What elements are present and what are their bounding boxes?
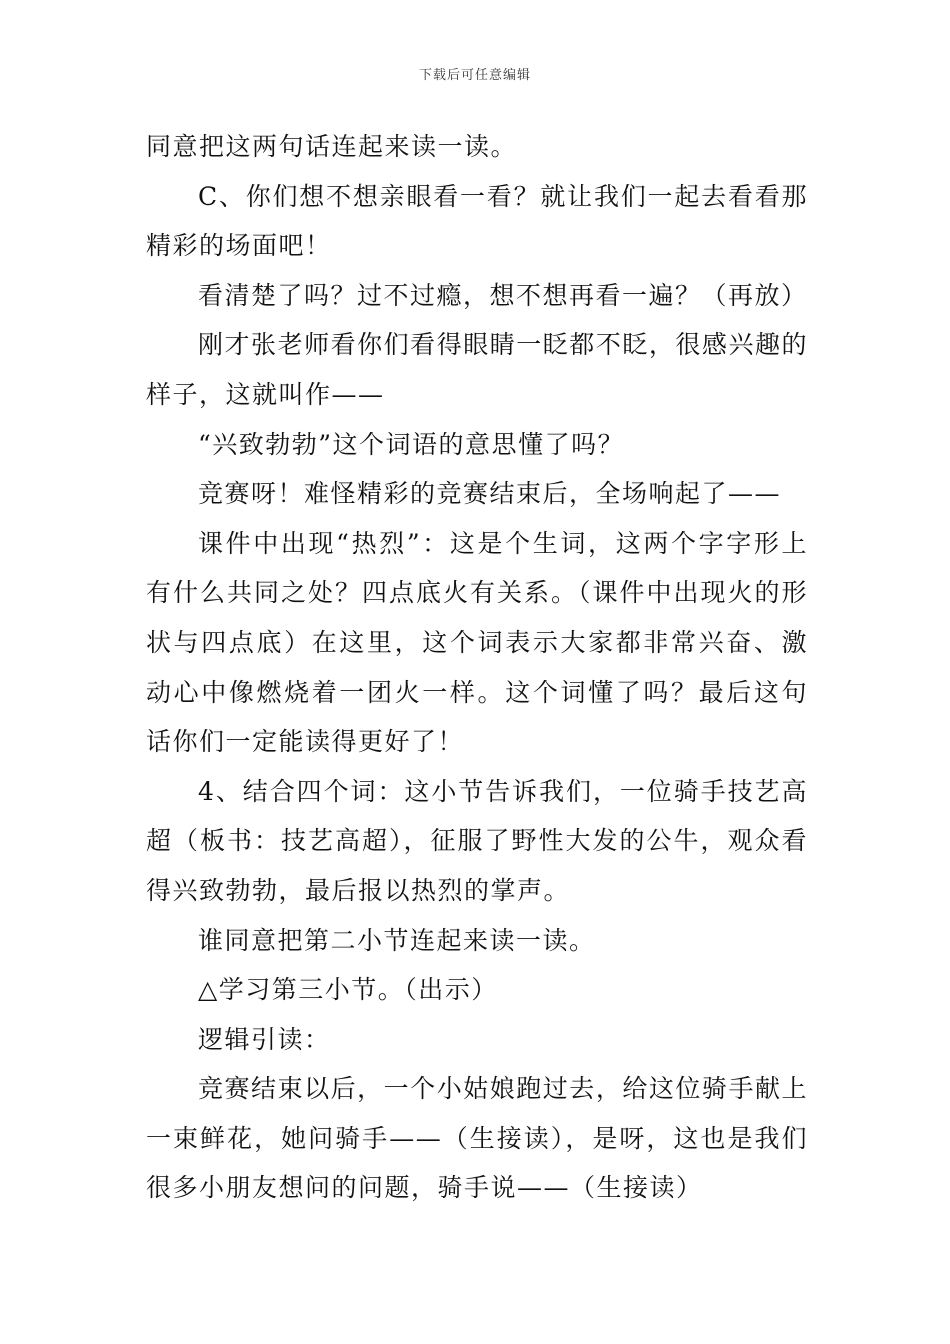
paragraph: C、你们想不想亲眼看一看？就让我们一起去看看那精彩的场面吧！ bbox=[146, 181, 808, 261]
paragraph: 谁同意把第二小节连起来读一读。 bbox=[198, 925, 596, 955]
paragraph: 看清楚了吗？过不过瘾，想不想再看一遍？（再放） bbox=[198, 280, 808, 310]
paragraph: 课件中出现“热烈”：这是个生词，这两个字字形上有什么共同之处？四点底火有关系。（课件中出现火的形状与四点底）在这里，这个词表示大家都非常兴奋、激动心中像燃烧着一团火一样。这个词懂了吗？最后这句话你们一定能读得更好了！ bbox=[146, 528, 808, 757]
paragraph: 4、结合四个词：这小节告诉我们，一位骑手技艺高超（板书：技艺高超），征服了野性大发的公牛，观众看得兴致勃勃，最后报以热烈的掌声。 bbox=[146, 776, 808, 905]
paragraph: 逻辑引读： bbox=[198, 1024, 331, 1054]
paragraph: △学习第三小节。（出示） bbox=[198, 975, 498, 1005]
paragraph: 竞赛呀！难怪精彩的竞赛结束后，全场响起了—— bbox=[198, 479, 782, 509]
document-body bbox=[146, 122, 808, 1213]
paragraph: 刚才张老师看你们看得眼睛一眨都不眨，很感兴趣的样子，这就叫作—— bbox=[146, 330, 808, 409]
paragraph: 竞赛结束以后，一个小姑娘跑过去，给这位骑手献上一束鲜花，她问骑手——（生接读），是呀，这也是我们很多小朋友想问的问题，骑手说——（生接读） bbox=[146, 1074, 808, 1203]
page-header-note: 下载后可任意编辑 bbox=[418, 68, 531, 83]
paragraph: “兴致勃勃”这个词语的意思懂了吗？ bbox=[198, 429, 625, 459]
paragraph: 同意把这两句话连起来读一读。 bbox=[146, 132, 518, 161]
